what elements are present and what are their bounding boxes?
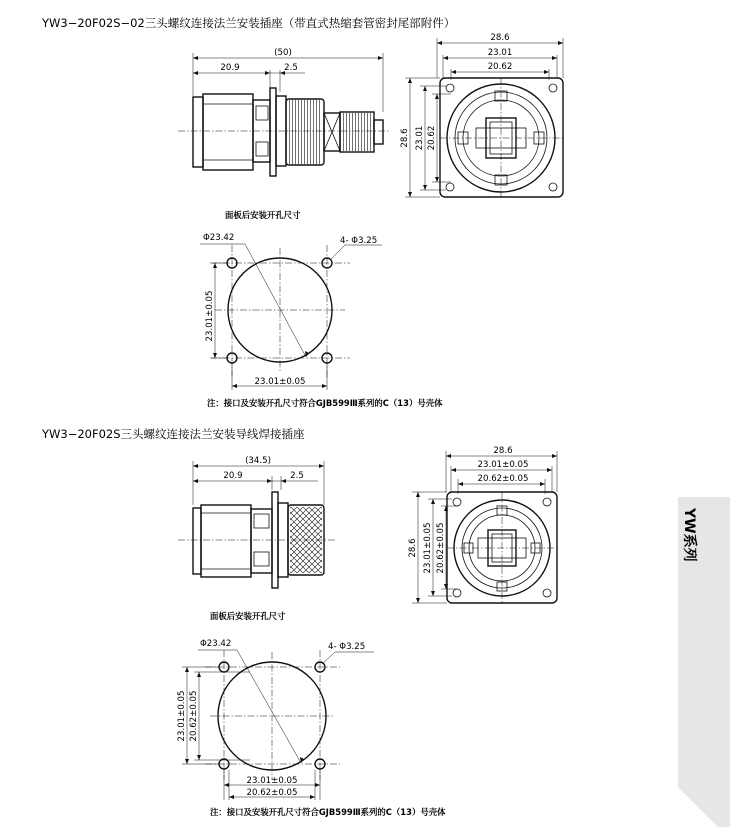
bottom-front-width: 28.6 (493, 446, 513, 456)
top-front-width-mid: 23.01 (487, 48, 513, 58)
bottom-cutout-vertical-inner: 20.62±0.05 (189, 690, 199, 742)
top-dim-flange: 2.5 (284, 63, 298, 73)
bottom-front-width-mid: 23.01±0.05 (477, 460, 529, 470)
bottom-dim-body: 20.9 (223, 471, 243, 481)
bottom-cutout-horizontal-inner: 20.62±0.05 (246, 788, 298, 798)
top-cutout-hole-dia: Φ23.42 (203, 233, 235, 243)
bottom-note: 注：接口及安装开孔尺寸符合GJB599Ⅲ系列的C（13）号壳体 (210, 807, 446, 817)
bottom-dim-overall: (34.5) (245, 456, 271, 466)
bottom-dim-flange: 2.5 (290, 471, 304, 481)
top-front-width-inner: 20.62 (487, 62, 513, 72)
bottom-cutout-horizontal-mid: 23.01±0.05 (246, 776, 298, 786)
series-side-tab (678, 497, 730, 827)
bottom-cutout-vertical-mid: 23.01±0.05 (177, 690, 187, 742)
bottom-front-width-inner: 20.62±0.05 (477, 474, 529, 484)
bottom-front-height: 28.6 (408, 538, 418, 558)
top-cutout-view (200, 233, 382, 390)
top-side-view (178, 48, 390, 176)
top-cutout-bolt-holes: 4- Φ3.25 (340, 236, 378, 246)
top-cutout-caption: 面板后安装开孔尺寸 (225, 210, 301, 220)
top-cutout-horizontal: 23.01±0.05 (254, 377, 306, 387)
top-note: 注：接口及安装开孔尺寸符合GJB599Ⅲ系列的C（13）号壳体 (207, 398, 443, 408)
bottom-cutout-bolt-holes: 4- Φ3.25 (328, 642, 366, 652)
bottom-cutout-view (177, 639, 374, 800)
top-title: YW3−20F02S−02三头螺纹连接法兰安装插座（带直式热缩套管密封尾部附件） (42, 16, 456, 30)
bottom-title: YW3−20F02S三头螺纹连接法兰安装导线焊接插座 (42, 427, 305, 441)
bottom-front-view (408, 446, 557, 603)
bottom-cutout-hole-dia: Φ23.42 (200, 639, 232, 649)
top-dim-overall: (50) (274, 48, 292, 58)
top-front-view (400, 33, 563, 197)
bottom-cutout-caption: 面板后安装开孔尺寸 (210, 611, 286, 621)
side-tab-label: YW系列 (681, 508, 697, 562)
top-dim-body: 20.9 (220, 63, 240, 73)
top-cutout-vertical: 23.01±0.05 (205, 290, 215, 342)
bottom-front-height-mid: 23.01±0.05 (423, 522, 433, 574)
top-front-height: 28.6 (400, 128, 410, 148)
bottom-side-view (178, 456, 335, 588)
top-front-height-inner: 20.62 (427, 125, 437, 151)
top-front-height-mid: 23.01 (415, 125, 425, 151)
bottom-front-height-inner: 20.62±0.05 (436, 522, 446, 574)
top-front-width: 28.6 (490, 33, 510, 43)
